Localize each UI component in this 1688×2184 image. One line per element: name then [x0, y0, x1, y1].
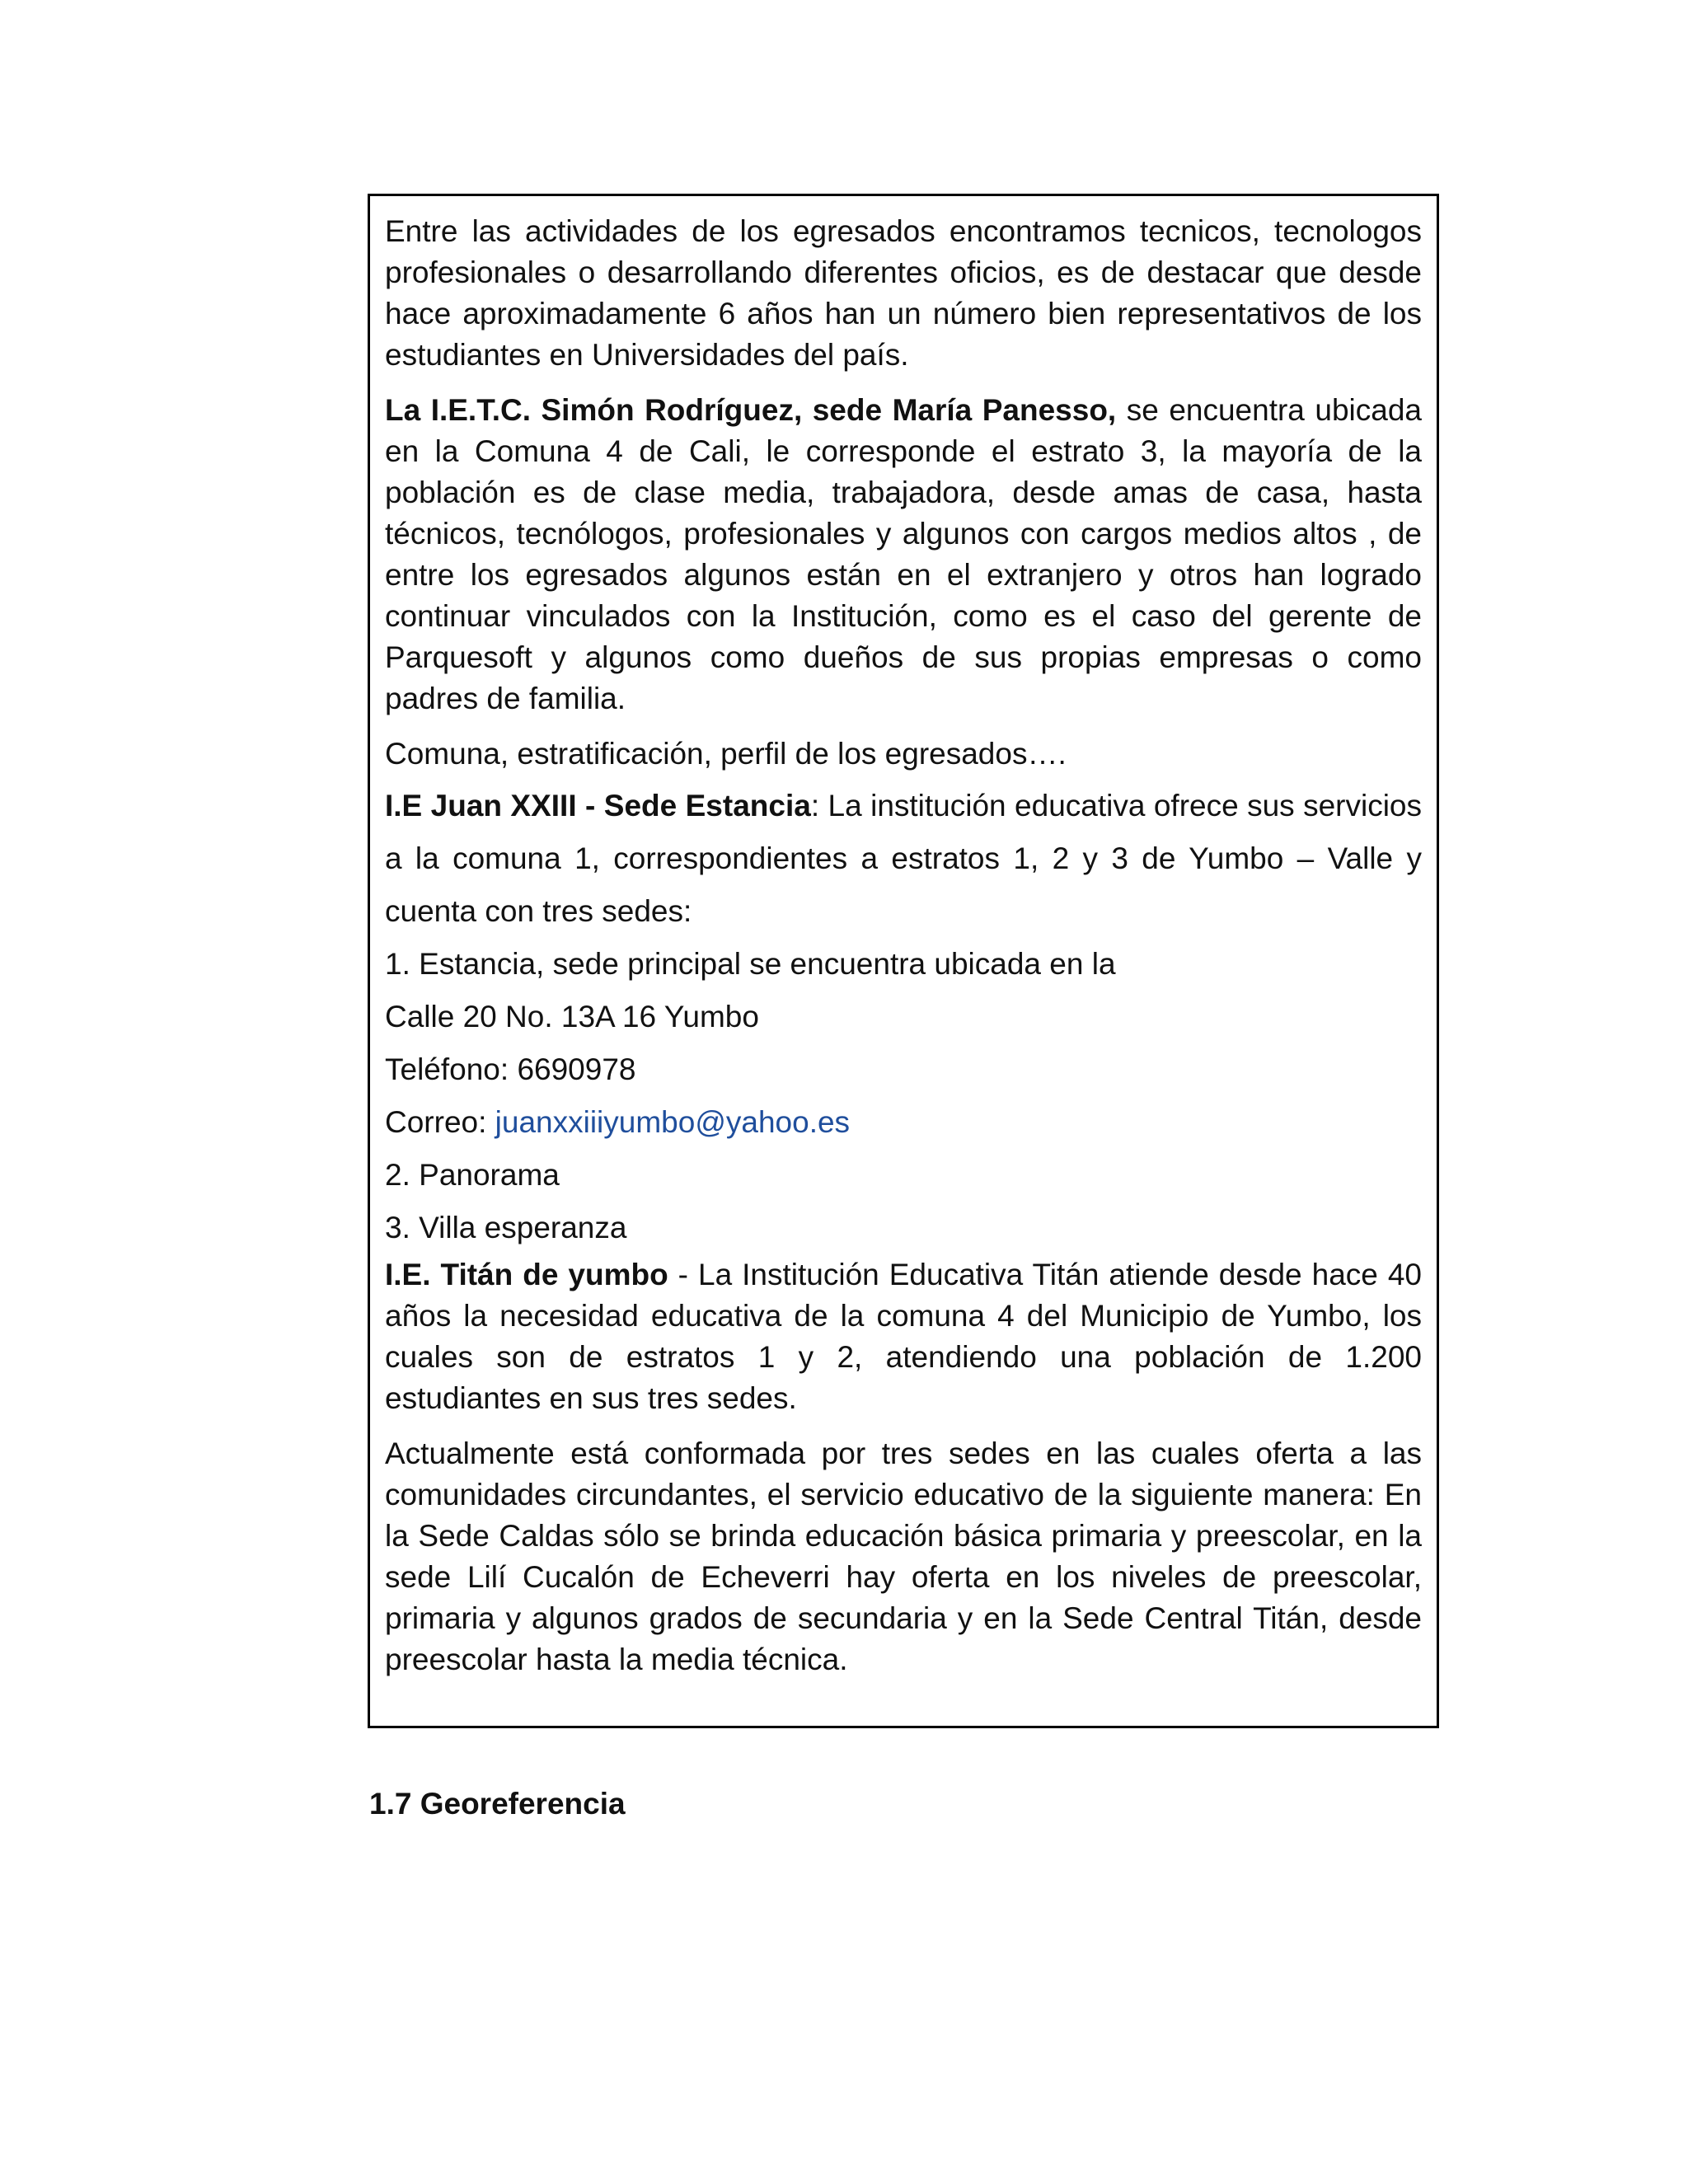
institution-name-simon-rodriguez: La I.E.T.C. Simón Rodríguez, sede María Panesso,: [385, 393, 1117, 427]
address-line: Calle 20 No. 13A 16 Yumbo: [385, 1000, 759, 1033]
paragraph-graduates: Entre las actividades de los egresados encontramos tecnicos, tecnologos profesionales o desarrollando diferentes oficios, es de destacar que desde hace aproximadamente 6 años han un número bien representativos de los estudiantes en Universidades del país.: [385, 214, 1422, 372]
paragraph-titan-text: - La Institución Educativa Titán atiende desde hace 40 años la necesidad educativa de la comuna 4 del Municipio de Yumbo, los cuales son de estratos 1 y 2, atendiendo una población de 1.200 estudiantes en sus tres sedes.: [385, 1258, 1422, 1415]
paragraph-juan-xxiii: [385, 780, 1422, 938]
paragraph-simon-rodriguez-text: se encuentra ubicada en la Comuna 4 de Cali, le corresponde el estrato 3, la mayoría de la población es de clase media, trabajadora, desde amas de casa, hasta técnicos, tecnólogos, profesionales y algunos con cargos medios altos , de entre los egresados algunos están en el extranjero y otros han logrado continuar vinculados con la Institución, como es el caso del gerente de Parquesoft y algunos como dueños de sus propias empresas o como padres de familia.: [385, 393, 1422, 715]
institution-name-juan-xxiii: I.E Juan XXIII - Sede Estancia: [385, 789, 811, 823]
paragraph-juan-xxiii-text: : La institución educativa ofrece sus servicios a la comuna 1, correspondientes a estratos 1, 2 y 3 de Yumbo – Valle y cuenta con tres sedes:: [385, 789, 1422, 928]
email-link[interactable]: juanxxiiiyumbo@yahoo.es: [495, 1105, 851, 1139]
list-item-estancia: 1. Estancia, sede principal se encuentra ubicada en la: [385, 947, 1116, 981]
content-box: [368, 194, 1439, 1728]
paragraph-titan-sedes: Actualmente está conformada por tres sedes en las cuales oferta a las comunidades circundantes, el servicio educativo de la siguiente manera: En la Sede Caldas sólo se brinda educación básica primaria y preescolar, en la sede Lilí Cucalón de Echeverri hay oferta en los niveles de preescolar, primaria y algunos grados de secundaria y en la Sede Central Titán, desde preescolar hasta la media técnica.: [385, 1436, 1422, 1676]
list-item-panorama: 2. Panorama: [385, 1158, 560, 1192]
email-label: Correo:: [385, 1105, 495, 1139]
paragraph-simon-rodriguez: [385, 390, 1422, 719]
list-item-villa-esperanza: 3. Villa esperanza: [385, 1211, 627, 1244]
email-line: [385, 1096, 1422, 1149]
phone-line: Teléfono: 6690978: [385, 1052, 636, 1086]
institution-name-titan: I.E. Titán de yumbo: [385, 1258, 668, 1291]
paragraph-comuna-note: Comuna, estratificación, perfil de los egresados….: [385, 737, 1067, 771]
section-heading: 1.7 Georeferencia: [369, 1787, 626, 1821]
paragraph-titan: [385, 1254, 1422, 1419]
